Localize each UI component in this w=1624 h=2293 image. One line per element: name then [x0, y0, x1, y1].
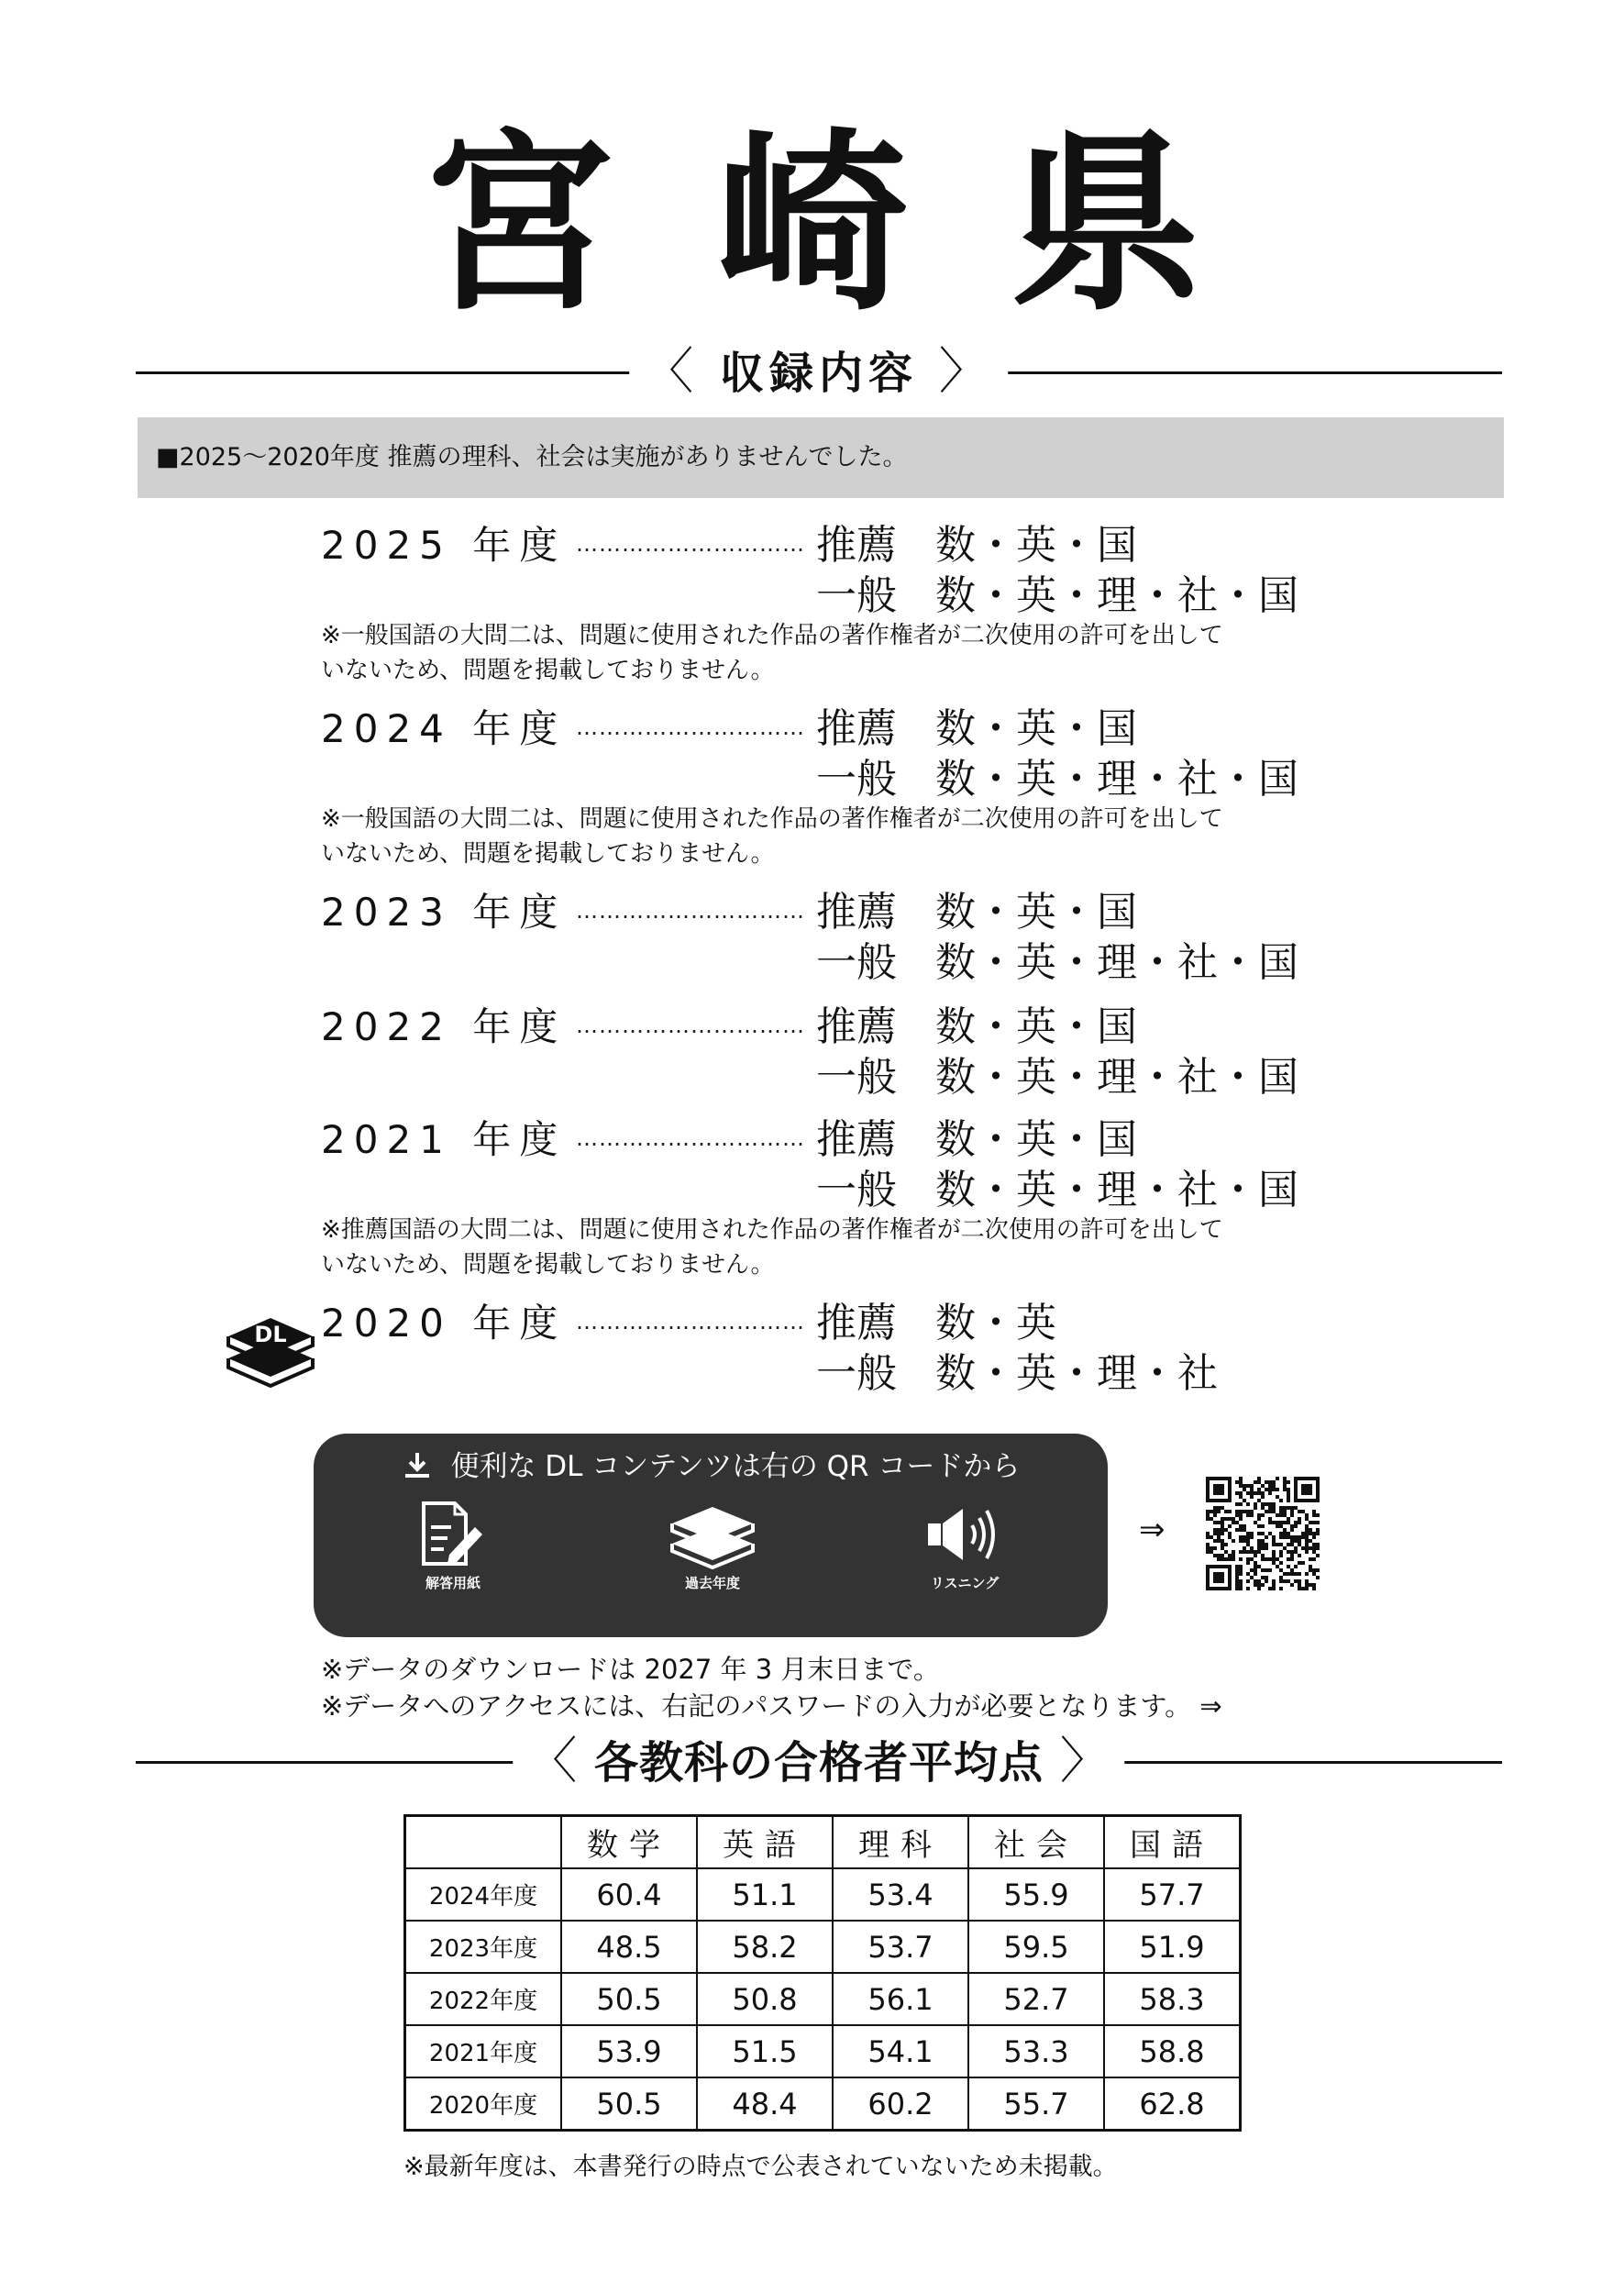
year-row-2020 — [321, 1296, 1421, 1351]
past-years-item[interactable] — [639, 1500, 786, 1592]
year-label: 2023 年度 — [321, 890, 567, 935]
col-header-math: 数学 — [561, 1816, 697, 1869]
year-label: 2024 年度 — [321, 706, 567, 751]
year-row-2020-general — [321, 1346, 1421, 1401]
page-title: 宮崎県 — [422, 112, 1303, 337]
bracket-close: 〉 — [938, 342, 994, 400]
exam-kind: 一般 — [816, 1054, 897, 1101]
exam-kind: 一般 — [816, 572, 897, 619]
listening-label: リスニング — [930, 1575, 1000, 1591]
note-line: ※一般国語の大問二は、問題に使用された作品の著作権者が二次使用の許可を出して — [321, 622, 1223, 649]
note-line: いないため、問題を掲載しておりません。 — [321, 840, 775, 868]
table-row — [405, 1868, 1241, 1921]
row-year: 2021年度 — [405, 2025, 562, 2077]
listening-item[interactable] — [891, 1500, 1038, 1592]
note-line: ※推薦国語の大問二は、問題に使用された作品の著作権者が二次使用の許可を出して — [321, 1216, 1223, 1244]
footnote: ※最新年度は、本書発行の時点で公表されていないため未掲載。 — [403, 2153, 1118, 2181]
bracket-close: 〉 — [1059, 1732, 1110, 1789]
score-cell: 53.4 — [833, 1868, 968, 1921]
exam-kind: 推薦 — [816, 522, 897, 569]
exam-subjects: 数・英 — [935, 1300, 1056, 1346]
score-cell: 52.7 — [968, 1973, 1104, 2025]
note-line: いないため、問題を掲載しておりません。 — [321, 1251, 775, 1279]
col-header-social: 社会 — [968, 1816, 1104, 1869]
exam-subjects: 数・英・国 — [935, 705, 1137, 752]
score-cell: 53.3 — [968, 2025, 1104, 2077]
exam-subjects: 数・英・理・社・国 — [935, 1054, 1298, 1101]
row-year: 2020年度 — [405, 2077, 562, 2131]
scores-table-wrap — [403, 1814, 1242, 2132]
table-row — [405, 1973, 1241, 2025]
score-cell: 57.7 — [1104, 1868, 1241, 1921]
score-cell: 60.2 — [833, 2077, 968, 2131]
leader-dots: ………………………… — [576, 1125, 805, 1151]
exam-kind: 一般 — [816, 756, 897, 803]
row-year: 2023年度 — [405, 1921, 562, 1973]
exam-subjects: 数・英・国 — [935, 889, 1137, 936]
score-cell: 53.9 — [561, 2025, 697, 2077]
exam-subjects: 数・英・国 — [935, 1116, 1137, 1163]
exam-subjects: 数・英・理・社 — [935, 1350, 1218, 1397]
exam-kind: 推薦 — [816, 889, 897, 936]
score-cell: 51.5 — [697, 2025, 833, 2077]
past-years-label: 過去年度 — [684, 1575, 740, 1591]
arrow-to-qr: ⇒ — [1139, 1512, 1166, 1548]
scores-heading — [136, 1729, 1502, 1793]
table-row — [405, 1921, 1241, 1973]
answer-sheet-item[interactable] — [380, 1500, 526, 1592]
answer-sheet-label: 解答用紙 — [425, 1575, 481, 1591]
leader-dots: ………………………… — [576, 1013, 805, 1038]
year-row-2021 — [321, 1113, 1421, 1168]
exam-subjects: 数・英・国 — [935, 1003, 1137, 1050]
year-row-2023 — [321, 885, 1421, 940]
exam-kind: 推薦 — [816, 1003, 897, 1050]
score-cell: 56.1 — [833, 1973, 968, 2025]
col-header-science: 理科 — [833, 1816, 968, 1869]
heading-label-wrap — [513, 1729, 1124, 1795]
score-cell: 48.5 — [561, 1921, 697, 1973]
score-cell: 62.8 — [1104, 2077, 1241, 2131]
note-line: ※一般国語の大問二は、問題に使用された作品の著作権者が二次使用の許可を出して — [321, 805, 1223, 833]
contents-heading-label: 収録内容 — [719, 348, 919, 399]
year-note-2025 — [321, 618, 1330, 688]
dl-box-header — [314, 1446, 1108, 1487]
exam-kind: 推薦 — [816, 705, 897, 752]
leader-dots: ………………………… — [576, 531, 805, 557]
exam-kind: 推薦 — [816, 1300, 897, 1346]
dl-box-header-text: 便利な DL コンテンツは右の QR コードから — [450, 1450, 1021, 1483]
leader-dots: ………………………… — [576, 898, 805, 924]
score-cell: 59.5 — [968, 1921, 1104, 1973]
scores-table — [403, 1814, 1242, 2132]
score-cell: 50.5 — [561, 1973, 697, 2025]
password-note: ※データへのアクセスには、右記のパスワードの入力が必要となります。 ⇒ — [321, 1690, 1222, 1722]
download-deadline-note: ※データのダウンロードは 2027 年 3 月末日まで。 — [321, 1654, 940, 1685]
contents-heading — [136, 339, 1502, 404]
score-cell: 51.1 — [697, 1868, 833, 1921]
exam-subjects: 数・英・理・社・国 — [935, 756, 1298, 803]
table-row — [405, 2025, 1241, 2077]
exam-kind: 一般 — [816, 1350, 897, 1397]
row-year: 2024年度 — [405, 1868, 562, 1921]
heading-label-wrap — [629, 339, 1008, 405]
year-row-2022 — [321, 1000, 1421, 1055]
year-row-2024-general — [321, 752, 1421, 807]
exam-subjects: 数・英・理・社・国 — [935, 572, 1298, 619]
scores-heading-label: 各教科の合格者平均点 — [593, 1737, 1044, 1789]
dl-content-box[interactable] — [314, 1434, 1108, 1637]
score-cell: 58.3 — [1104, 1973, 1241, 2025]
score-cell: 60.4 — [561, 1868, 697, 1921]
col-header-english: 英語 — [697, 1816, 833, 1869]
row-year: 2022年度 — [405, 1973, 562, 2025]
table-header-row — [405, 1816, 1241, 1869]
score-cell: 54.1 — [833, 2025, 968, 2077]
exam-kind: 推薦 — [816, 1116, 897, 1163]
download-icon — [402, 1450, 433, 1481]
year-row-2024 — [321, 702, 1421, 757]
year-label: 2021 年度 — [321, 1117, 567, 1162]
score-cell: 55.7 — [968, 2077, 1104, 2131]
year-label: 2020 年度 — [321, 1301, 567, 1346]
score-cell: 55.9 — [968, 1868, 1104, 1921]
exam-subjects: 数・英・国 — [935, 522, 1137, 569]
exam-subjects: 数・英・理・社・国 — [935, 1167, 1298, 1213]
score-cell: 50.8 — [697, 1973, 833, 2025]
exam-subjects: 数・英・理・社・国 — [935, 939, 1298, 986]
corner-cell — [405, 1816, 562, 1869]
notice-bar: ■2025〜2020年度 推薦の理科、社会は実施がありませんでした。 — [138, 417, 1504, 498]
score-cell: 48.4 — [697, 2077, 833, 2131]
year-note-2024 — [321, 802, 1330, 871]
year-row-2023-general — [321, 936, 1421, 991]
year-row-2022-general — [321, 1050, 1421, 1105]
note-line: いないため、問題を掲載しておりません。 — [321, 657, 775, 684]
score-cell: 51.9 — [1104, 1921, 1241, 1973]
year-row-2025-general — [321, 569, 1421, 624]
score-cell: 58.8 — [1104, 2025, 1241, 2077]
score-cell: 50.5 — [561, 2077, 697, 2131]
qr-code[interactable] — [1206, 1477, 1320, 1590]
year-row-2021-general — [321, 1163, 1421, 1218]
dl-badge-text: DL — [254, 1322, 287, 1347]
leader-dots: ………………………… — [576, 714, 805, 740]
books-icon — [667, 1500, 758, 1569]
bracket-open: 〈 — [644, 342, 700, 400]
year-note-2021 — [321, 1213, 1330, 1282]
score-cell: 53.7 — [833, 1921, 968, 1973]
dl-books-icon — [225, 1296, 316, 1388]
exam-kind: 一般 — [816, 939, 897, 986]
speaker-icon — [921, 1500, 1009, 1569]
bracket-open: 〈 — [527, 1732, 579, 1789]
answer-sheet-icon — [416, 1500, 490, 1569]
year-label: 2025 年度 — [321, 523, 567, 568]
year-row-2025 — [321, 518, 1421, 573]
score-cell: 58.2 — [697, 1921, 833, 1973]
exam-kind: 一般 — [816, 1167, 897, 1213]
leader-dots: ………………………… — [576, 1309, 805, 1335]
year-label: 2022 年度 — [321, 1004, 567, 1049]
table-row — [405, 2077, 1241, 2131]
col-header-japanese: 国語 — [1104, 1816, 1241, 1869]
